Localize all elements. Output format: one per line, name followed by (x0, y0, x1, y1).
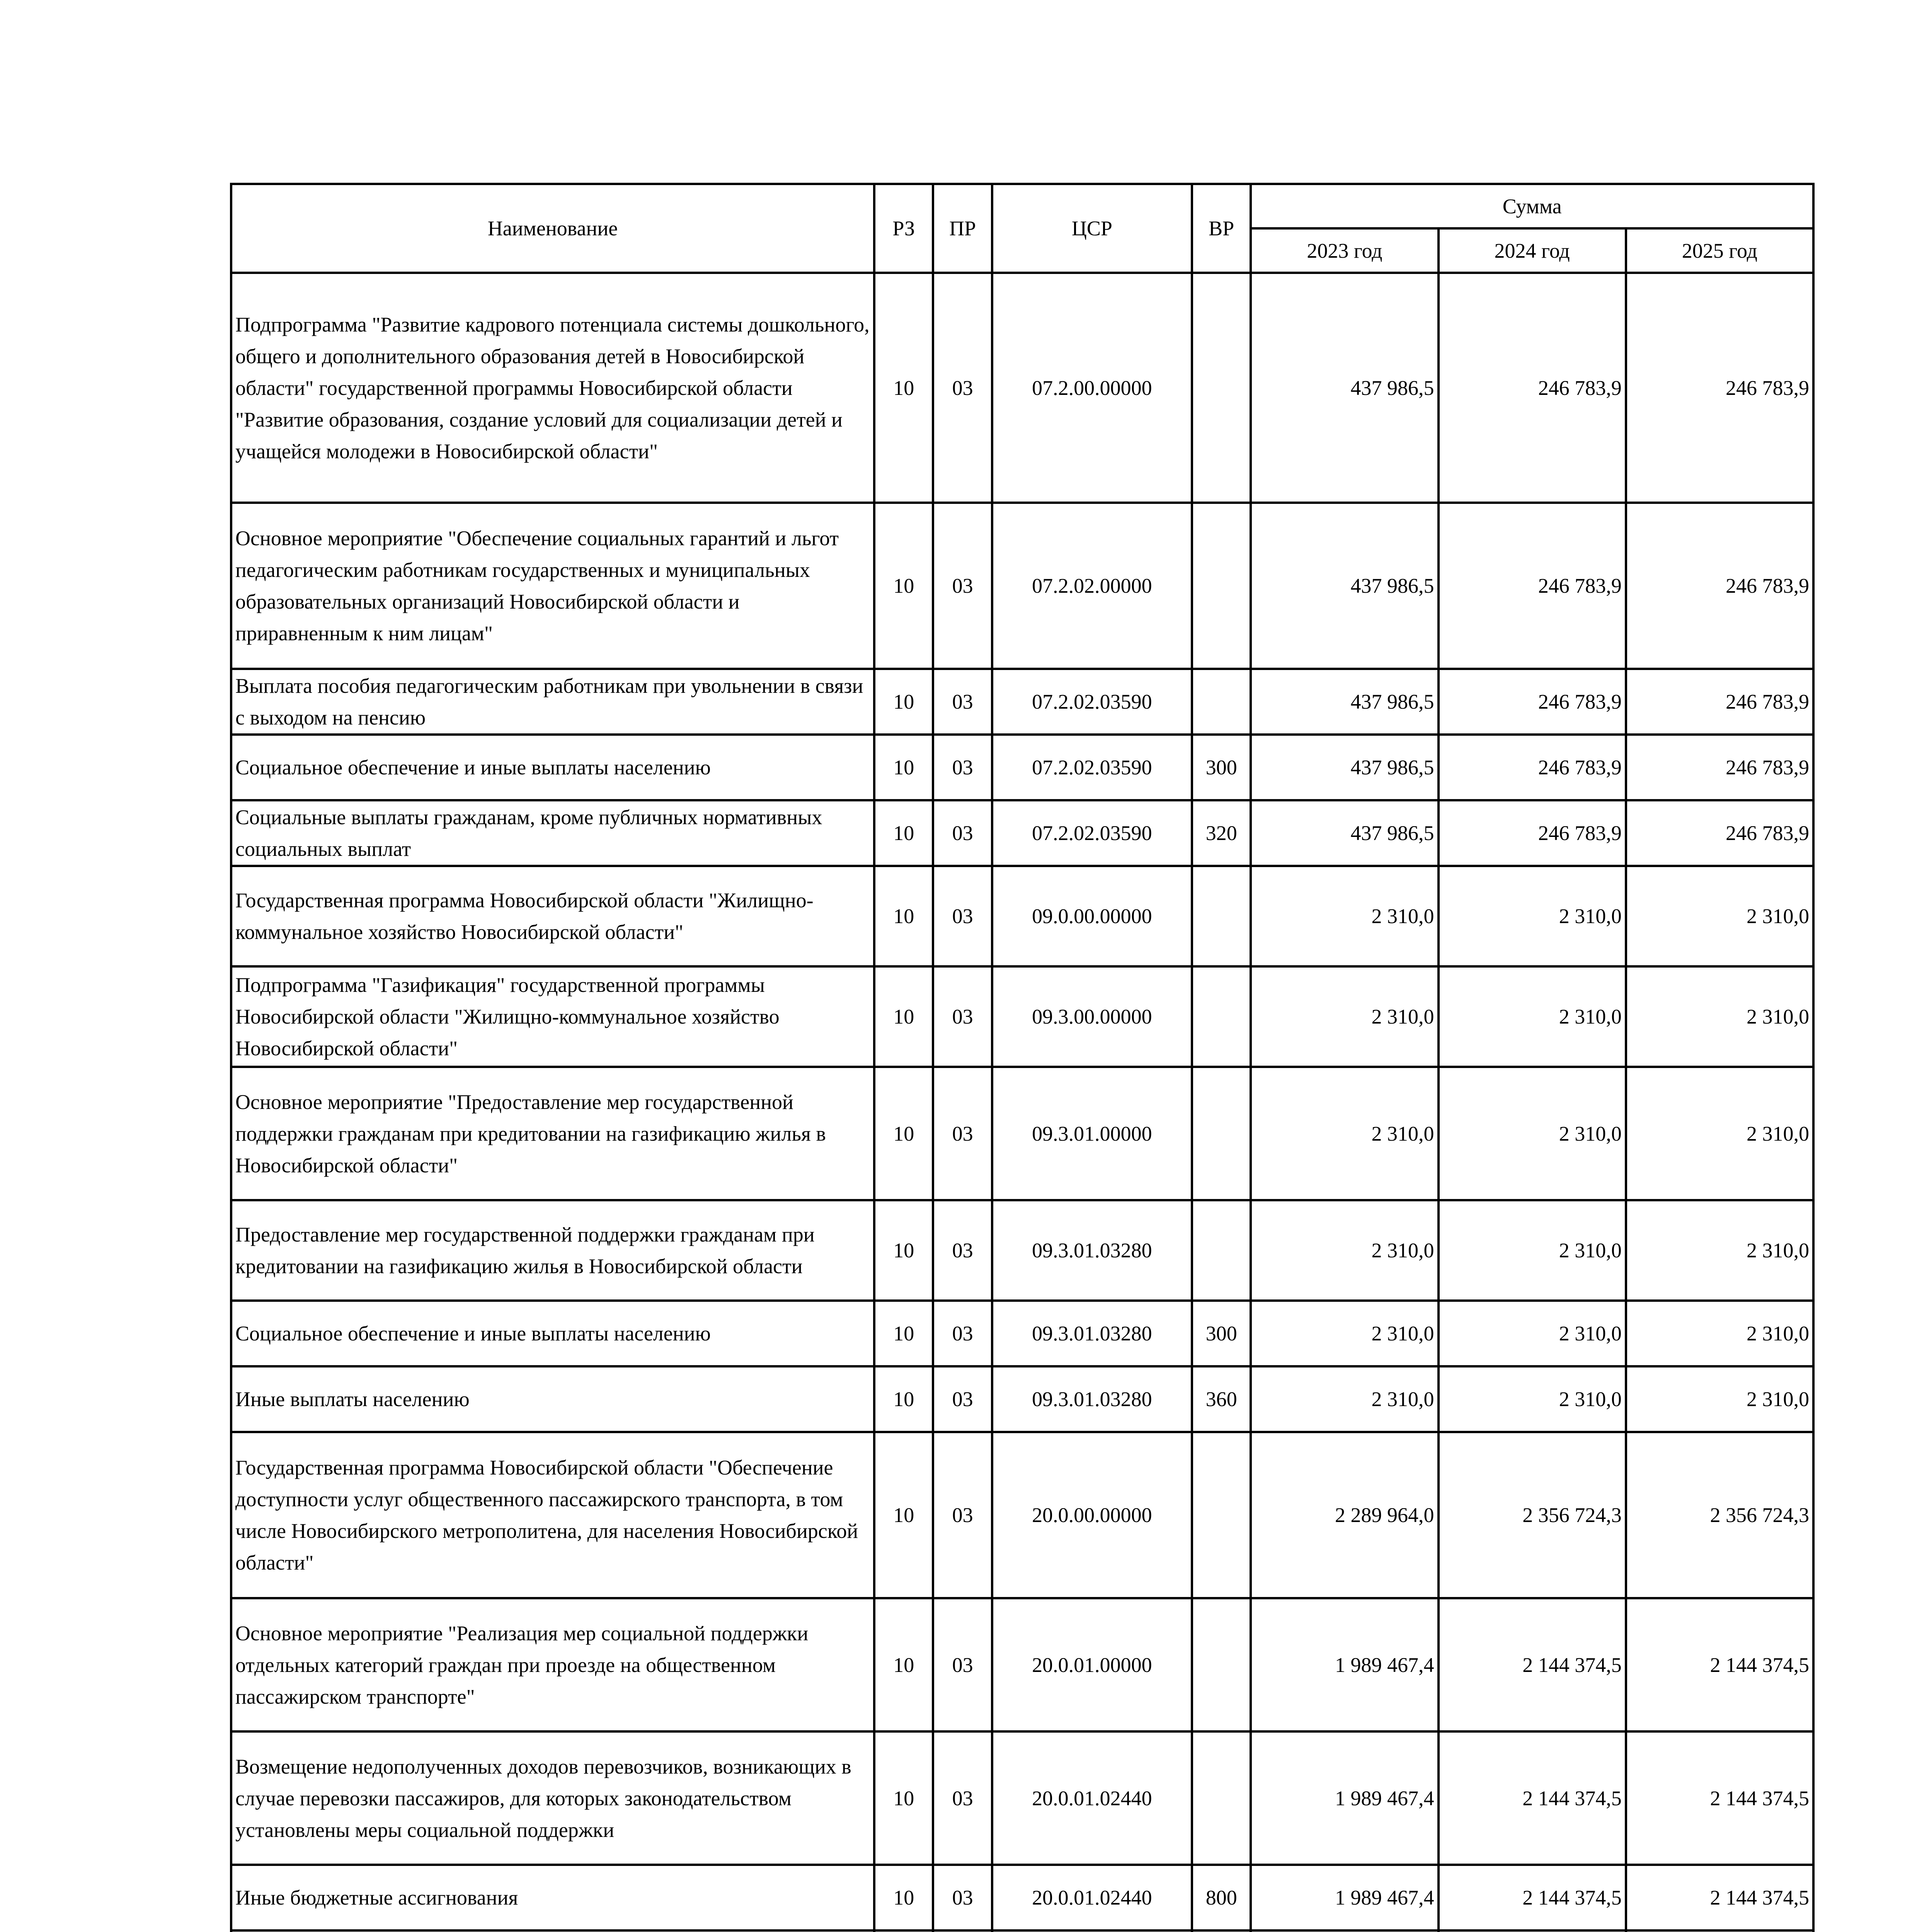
header-rz: РЗ (874, 184, 933, 273)
cell-pr: 03 (933, 1432, 992, 1598)
cell-name: Выплата пособия педагогическим работникам при увольнении в связи с выходом на пенсию (231, 669, 874, 735)
cell-pr (933, 1930, 992, 1932)
cell-pr: 03 (933, 1301, 992, 1366)
header-csr: ЦСР (992, 184, 1192, 273)
cell-rz: 10 (874, 503, 933, 669)
cell-vr: 320 (1192, 800, 1251, 866)
table-row (231, 1731, 1813, 1865)
cell-name: Основное мероприятие "Обеспечение социальных гарантий и льгот педагогическим работникам государственных и муниципальных образовательных организаций Новосибирской области и приравненным к ним лицам" (231, 503, 874, 669)
cell-pr: 03 (933, 966, 992, 1067)
cell-2025: 246 783,9 (1626, 669, 1813, 735)
cell-vr (1192, 669, 1251, 735)
header-year-2024: 2024 год (1439, 228, 1626, 273)
cell-2024 (1439, 1930, 1626, 1932)
cell-name: Социальные выплаты гражданам, кроме публичных нормативных социальных выплат (231, 800, 874, 866)
cell-2025: 2 144 374,5 (1626, 1731, 1813, 1865)
cell-name: Основное мероприятие "Предоставление мер государственной поддержки гражданам при кредитовании на газификацию жилья в Новосибирской области" (231, 1067, 874, 1200)
budget-table (230, 183, 1815, 1932)
table-row (231, 669, 1813, 735)
cell-pr: 03 (933, 800, 992, 866)
table-row (231, 1200, 1813, 1301)
cell-pr: 03 (933, 1598, 992, 1731)
cell-2024: 2 310,0 (1439, 1301, 1626, 1366)
header-name: Наименование (231, 184, 874, 273)
cell-2025: 2 310,0 (1626, 1301, 1813, 1366)
cell-csr: 09.3.00.00000 (992, 966, 1192, 1067)
cell-2025: 2 310,0 (1626, 1200, 1813, 1301)
cell-2024: 246 783,9 (1439, 669, 1626, 735)
cell-vr (1192, 273, 1251, 503)
table-row (231, 866, 1813, 966)
cell-vr: 360 (1192, 1366, 1251, 1432)
cell-2025: 2 144 374,5 (1626, 1598, 1813, 1731)
cell-pr: 03 (933, 669, 992, 735)
table-row (231, 800, 1813, 866)
cell-2024: 2 144 374,5 (1439, 1598, 1626, 1731)
cell-csr: 20.0.00.00000 (992, 1432, 1192, 1598)
cell-2025: 2 356 724,3 (1626, 1432, 1813, 1598)
cell-2024: 2 310,0 (1439, 1366, 1626, 1432)
cell-csr: 07.2.02.03590 (992, 735, 1192, 800)
cell-rz: 10 (874, 966, 933, 1067)
cell-pr: 03 (933, 1865, 992, 1930)
cell-vr: 300 (1192, 1301, 1251, 1366)
cell-name: Социальное обеспечение и иные выплаты населению (231, 735, 874, 800)
cell-vr (1192, 1432, 1251, 1598)
cell-2023: 1 989 467,4 (1251, 1598, 1438, 1731)
cell-name: Предоставление мер государственной поддержки гражданам при кредитовании на газификацию жилья в Новосибирской области (231, 1200, 874, 1301)
cell-csr: 07.2.02.00000 (992, 503, 1192, 669)
cell-pr: 03 (933, 866, 992, 966)
cell-2023: 2 310,0 (1251, 966, 1438, 1067)
cell-csr: 09.3.01.03280 (992, 1301, 1192, 1366)
cell-name: Государственная программа Новосибирской области "Жилищно-коммунальное хозяйство Новосибирской области" (231, 866, 874, 966)
cell-2023: 2 310,0 (1251, 1067, 1438, 1200)
cell-rz (874, 1930, 933, 1932)
cell-rz: 10 (874, 1366, 933, 1432)
cell-2023: 2 310,0 (1251, 866, 1438, 966)
cell-2025: 246 783,9 (1626, 800, 1813, 866)
cell-pr: 03 (933, 1067, 992, 1200)
cell-name: Иные выплаты населению (231, 1366, 874, 1432)
cell-rz: 10 (874, 1865, 933, 1930)
cell-2023: 2 310,0 (1251, 1301, 1438, 1366)
cell-rz: 10 (874, 1301, 933, 1366)
cell-2025: 2 310,0 (1626, 866, 1813, 966)
cell-csr: 07.2.02.03590 (992, 800, 1192, 866)
cell-vr (1192, 1598, 1251, 1731)
table-row (231, 1865, 1813, 1930)
header-row (231, 184, 1813, 228)
cell-rz: 10 (874, 735, 933, 800)
cell-rz: 10 (874, 866, 933, 966)
cell-2023: 437 986,5 (1251, 503, 1438, 669)
cell-2023: 2 310,0 (1251, 1366, 1438, 1432)
cell-rz: 10 (874, 1731, 933, 1865)
table-body (231, 273, 1813, 1932)
cell-csr: 09.3.01.03280 (992, 1200, 1192, 1301)
cell-2025: 2 144 374,5 (1626, 1865, 1813, 1930)
table-row (231, 273, 1813, 503)
cell-csr: 07.2.00.00000 (992, 273, 1192, 503)
cell-2025 (1626, 1930, 1813, 1932)
cell-vr (1192, 866, 1251, 966)
cell-pr: 03 (933, 1366, 992, 1432)
cell-csr (992, 1930, 1192, 1932)
table-row (231, 1366, 1813, 1432)
cell-2024: 2 310,0 (1439, 1200, 1626, 1301)
cell-name: Основное мероприятие "Реализация мер социальной поддержки отдельных категорий граждан при проезде на общественном пассажирском транспорте" (231, 1598, 874, 1731)
cell-2023: 1 989 467,4 (1251, 1865, 1438, 1930)
cell-2023: 437 986,5 (1251, 669, 1438, 735)
cell-name: Социальное обеспечение и иные выплаты населению (231, 1301, 874, 1366)
header-vr: ВР (1192, 184, 1251, 273)
cell-2024: 246 783,9 (1439, 273, 1626, 503)
cell-2024: 246 783,9 (1439, 800, 1626, 866)
cell-pr: 03 (933, 1731, 992, 1865)
table-row (231, 1598, 1813, 1731)
cell-2025: 2 310,0 (1626, 1366, 1813, 1432)
cell-2025: 246 783,9 (1626, 503, 1813, 669)
cell-csr: 20.0.01.02440 (992, 1731, 1192, 1865)
cell-name: Подпрограмма "Газификация" государственной программы Новосибирской области "Жилищно-коммунальное хозяйство Новосибирской области" (231, 966, 874, 1067)
cell-csr: 09.3.01.00000 (992, 1067, 1192, 1200)
cell-rz: 10 (874, 1067, 933, 1200)
header-pr: ПР (933, 184, 992, 273)
cell-2023: 437 986,5 (1251, 735, 1438, 800)
table-row (231, 503, 1813, 669)
cell-name (231, 1930, 874, 1932)
cell-2024: 246 783,9 (1439, 503, 1626, 669)
table-row (231, 1301, 1813, 1366)
cell-2024: 2 144 374,5 (1439, 1731, 1626, 1865)
cell-2024: 2 310,0 (1439, 966, 1626, 1067)
cell-2025: 2 310,0 (1626, 1067, 1813, 1200)
cell-csr: 09.3.01.03280 (992, 1366, 1192, 1432)
cell-rz: 10 (874, 800, 933, 866)
cell-2024: 2 356 724,3 (1439, 1432, 1626, 1598)
cell-2023: 2 289 964,0 (1251, 1432, 1438, 1598)
cell-vr (1192, 1930, 1251, 1932)
cell-rz: 10 (874, 1598, 933, 1731)
cell-vr (1192, 503, 1251, 669)
cell-2023: 1 989 467,4 (1251, 1731, 1438, 1865)
cell-2023 (1251, 1930, 1438, 1932)
header-year-2025: 2025 год (1626, 228, 1813, 273)
cell-2023: 2 310,0 (1251, 1200, 1438, 1301)
cell-2023: 437 986,5 (1251, 800, 1438, 866)
header-sum: Сумма (1251, 184, 1813, 228)
cell-vr (1192, 1067, 1251, 1200)
table-row (231, 1067, 1813, 1200)
cell-pr: 03 (933, 503, 992, 669)
cell-vr (1192, 966, 1251, 1067)
table-row (231, 1432, 1813, 1598)
cell-2025: 246 783,9 (1626, 735, 1813, 800)
cell-name: Возмещение недополученных доходов перевозчиков, возникающих в случае перевозки пассажиров, для которых законодательством установлены меры социальной поддержки (231, 1731, 874, 1865)
table-row (231, 735, 1813, 800)
cell-csr: 20.0.01.02440 (992, 1865, 1192, 1930)
cell-2024: 2 144 374,5 (1439, 1865, 1626, 1930)
cell-vr (1192, 1200, 1251, 1301)
cell-2023: 437 986,5 (1251, 273, 1438, 503)
cell-name: Государственная программа Новосибирской области "Обеспечение доступности услуг общественного пассажирского транспорта, в том числе Новосибирского метрополитена, для населения Новосибирской области" (231, 1432, 874, 1598)
cell-vr: 800 (1192, 1865, 1251, 1930)
cell-vr: 300 (1192, 735, 1251, 800)
cell-2024: 2 310,0 (1439, 866, 1626, 966)
cell-2025: 2 310,0 (1626, 966, 1813, 1067)
cell-pr: 03 (933, 735, 992, 800)
cell-csr: 09.0.00.00000 (992, 866, 1192, 966)
cell-vr (1192, 1731, 1251, 1865)
cell-csr: 07.2.02.03590 (992, 669, 1192, 735)
cell-name: Подпрограмма "Развитие кадрового потенциала системы дошкольного, общего и дополнительного образования детей в Новосибирской области" государственной программы Новосибирской области "Развитие образования, создание условий для социализации детей и учащейся молодежи в Новосибирской области" (231, 273, 874, 503)
cell-rz: 10 (874, 1200, 933, 1301)
cell-rz: 10 (874, 1432, 933, 1598)
cell-name: Иные бюджетные ассигнования (231, 1865, 874, 1930)
cell-rz: 10 (874, 669, 933, 735)
cell-csr: 20.0.01.00000 (992, 1598, 1192, 1731)
cell-2024: 246 783,9 (1439, 735, 1626, 800)
table-row (231, 1930, 1813, 1932)
header-year-2023: 2023 год (1251, 228, 1438, 273)
cell-pr: 03 (933, 273, 992, 503)
cell-rz: 10 (874, 273, 933, 503)
cell-2025: 246 783,9 (1626, 273, 1813, 503)
table-row (231, 966, 1813, 1067)
cell-pr: 03 (933, 1200, 992, 1301)
cell-2024: 2 310,0 (1439, 1067, 1626, 1200)
